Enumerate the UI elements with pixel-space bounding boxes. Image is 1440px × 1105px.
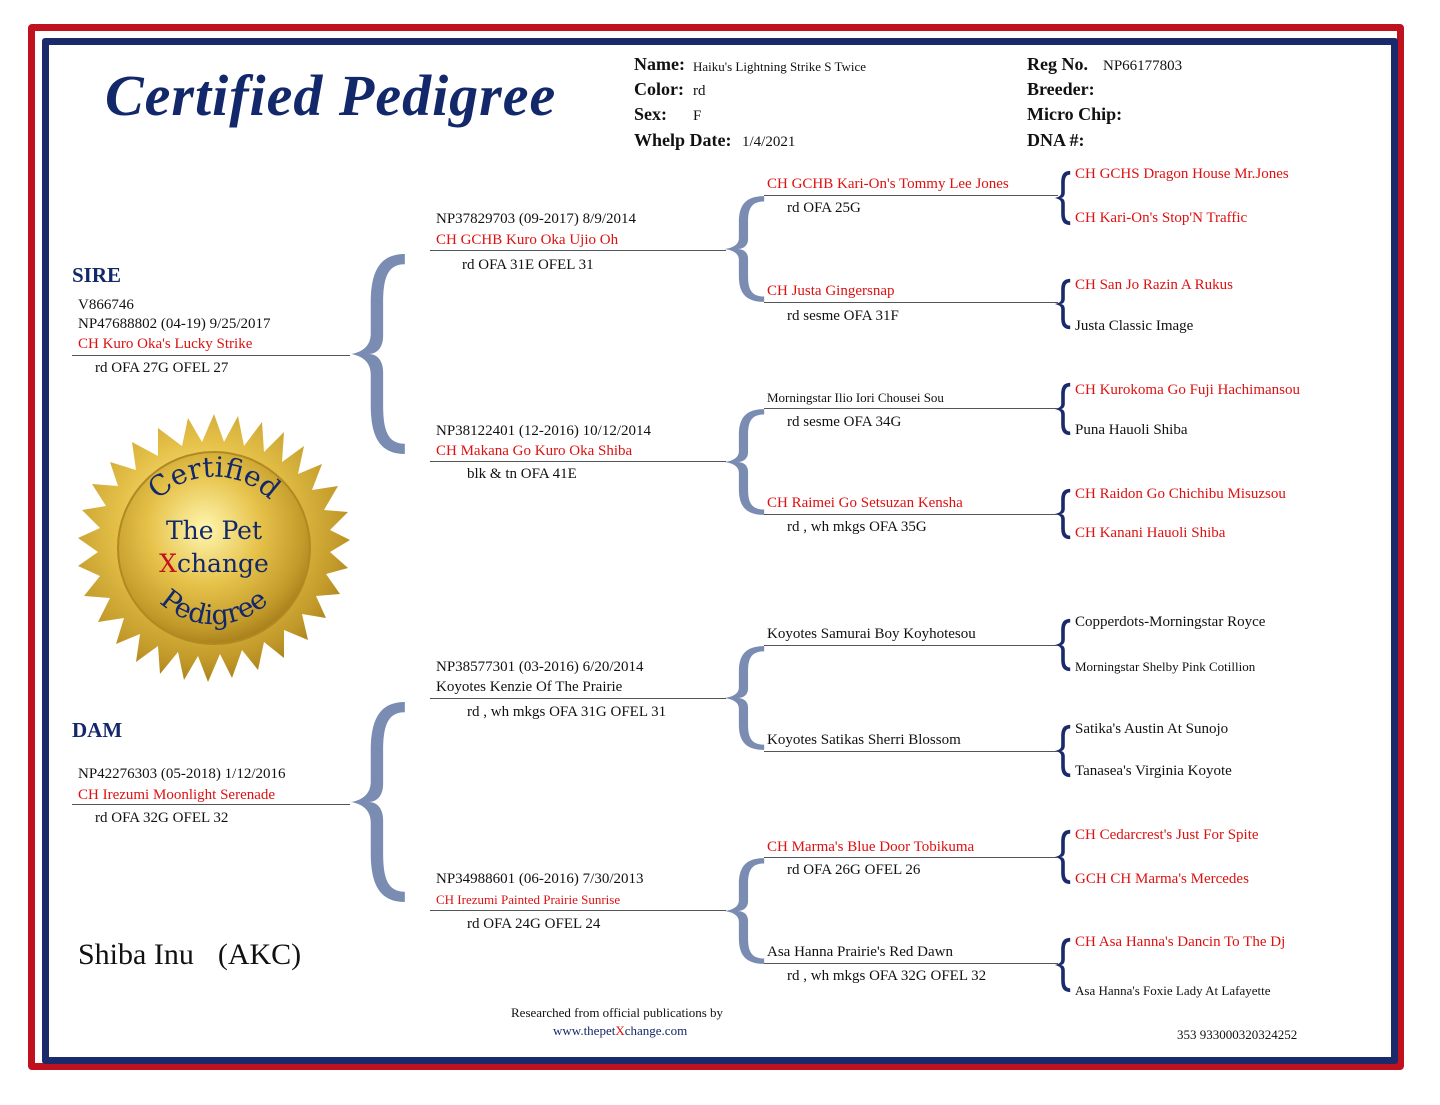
dam-line — [72, 804, 350, 805]
ddd-name: Asa Hanna Prairie's Red Dawn — [767, 944, 953, 960]
sire-name: CH Kuro Oka's Lucky Strike — [78, 336, 253, 352]
website-link[interactable] — [553, 1023, 687, 1039]
sire-section-label: SIRE — [72, 263, 122, 287]
sdss-name: CH Kurokoma Go Fuji Hachimansou — [1075, 382, 1300, 398]
dddd-name: Asa Hanna's Foxie Lady At Lafayette — [1075, 983, 1271, 998]
ssd-line — [764, 302, 1058, 303]
reg-label: Reg No. — [1027, 54, 1088, 74]
dd-line — [430, 910, 726, 911]
ss-info: rd OFA 31E OFEL 31 — [462, 257, 594, 273]
whelp-date: 1/4/2021 — [742, 134, 796, 150]
dam-section-label: DAM — [72, 718, 123, 742]
sd-line — [430, 461, 726, 462]
breed-text: Shiba Inu — [78, 938, 194, 971]
ddd-line — [764, 963, 1058, 964]
sd-info: blk & tn OFA 41E — [467, 466, 577, 482]
dsss-name: Copperdots-Morningstar Royce — [1075, 614, 1266, 630]
sdsd-name: Puna Hauoli Shiba — [1075, 422, 1188, 438]
sds-line — [764, 408, 1058, 409]
dog-name: Haiku's Lightning Strike S Twice — [693, 59, 867, 74]
url-prefix: www.thepet — [553, 1023, 616, 1038]
sex-label: Sex: — [634, 104, 667, 124]
dsdd-name: Tanasea's Virginia Koyote — [1075, 763, 1232, 779]
dds-name: CH Marma's Blue Door Tobikuma — [767, 839, 975, 855]
researched-text: Researched from official publications by — [511, 1005, 724, 1020]
sdd-info: rd , wh mkgs OFA 35G — [787, 519, 927, 535]
dam-reg: NP42276303 (05-2018) 1/12/2016 — [78, 766, 286, 782]
sd-reg: NP38122401 (12-2016) 10/12/2014 — [436, 423, 651, 439]
dssd-name: Morningstar Shelby Pink Cotillion — [1075, 659, 1256, 674]
url-suffix: change.com — [624, 1023, 688, 1038]
sssd-name: CH Kari-On's Stop'N Traffic — [1075, 210, 1248, 226]
ddsd-name: GCH CH Marma's Mercedes — [1075, 871, 1249, 887]
sire-id: V866746 — [78, 297, 134, 313]
ss-line — [430, 250, 726, 251]
sss-name: CH GCHB Kari-On's Tommy Lee Jones — [767, 176, 1009, 192]
dd-reg: NP34988601 (06-2016) 7/30/2013 — [436, 871, 644, 887]
dsds-name: Satika's Austin At Sunojo — [1075, 721, 1229, 737]
ssdd-name: Justa Classic Image — [1075, 318, 1194, 334]
dam-name: CH Irezumi Moonlight Serenade — [78, 787, 276, 803]
dd-name: CH Irezumi Painted Prairie Sunrise — [436, 892, 621, 907]
dds-info: rd OFA 26G OFEL 26 — [787, 862, 921, 878]
registry-text: (AKC) — [217, 938, 302, 971]
ddss-name: CH Cedarcrest's Just For Spite — [1075, 827, 1259, 843]
sire-reg: NP47688802 (04-19) 9/25/2017 — [78, 316, 271, 332]
sdds-name: CH Raidon Go Chichibu Misuzsou — [1075, 486, 1286, 502]
microchip-label: Micro Chip: — [1027, 104, 1123, 124]
ss-reg: NP37829703 (09-2017) 8/9/2014 — [436, 211, 636, 227]
seal-pedigree-text: Pedigree — [154, 583, 274, 632]
ssds-name: CH San Jo Razin A Rukus — [1075, 277, 1233, 293]
ddd-info: rd , wh mkgs OFA 32G OFEL 32 — [787, 968, 987, 984]
dss-line — [764, 645, 1058, 646]
certified-seal — [78, 412, 350, 684]
dsd-name: Koyotes Satikas Sherri Blossom — [767, 732, 961, 748]
sdd-name: CH Raimei Go Setsuzan Kensha — [767, 495, 963, 511]
ds-name: Koyotes Kenzie Of The Prairie — [436, 679, 623, 695]
sddd-name: CH Kanani Hauoli Shiba — [1075, 525, 1226, 541]
url-x: X — [615, 1023, 625, 1038]
sds-name: Morningstar Ilio Iori Chousei Sou — [767, 390, 944, 405]
sd-name: CH Makana Go Kuro Oka Shiba — [436, 443, 633, 459]
dna-label: DNA #: — [1027, 130, 1085, 150]
dd-info: rd OFA 24G OFEL 24 — [467, 916, 601, 932]
chip-number: 353 933000320324252 — [1177, 1027, 1298, 1042]
sire-info: rd OFA 27G OFEL 27 — [95, 360, 229, 376]
ssd-name: CH Justa Gingersnap — [767, 283, 895, 299]
breed-name — [78, 938, 301, 972]
ds-info: rd , wh mkgs OFA 31G OFEL 31 — [467, 704, 667, 720]
breeder-label: Breeder: — [1027, 79, 1095, 99]
reg-number: NP66177803 — [1103, 58, 1183, 74]
dsd-line — [764, 751, 1058, 752]
sss-info: rd OFA 25G — [787, 200, 861, 216]
dss-name: Koyotes Samurai Boy Koyhotesou — [767, 626, 976, 642]
seal-certified-text: Certified — [141, 450, 287, 506]
sss-line — [764, 195, 1058, 196]
dog-color: rd — [693, 83, 706, 99]
dds-line — [764, 857, 1058, 858]
ds-reg: NP38577301 (03-2016) 6/20/2014 — [436, 659, 644, 675]
sds-info: rd sesme OFA 34G — [787, 414, 902, 430]
ddds-name: CH Asa Hanna's Dancin To The Dj — [1075, 934, 1286, 950]
name-label: Name: — [634, 54, 685, 74]
ss-name: CH GCHB Kuro Oka Ujio Oh — [436, 232, 619, 248]
ssss-name: CH GCHS Dragon House Mr.Jones — [1075, 166, 1289, 182]
ds-line — [430, 698, 726, 699]
seal-the-pet-text: The Pet — [165, 516, 263, 545]
dog-sex: F — [693, 108, 702, 124]
whelp-label: Whelp Date: — [634, 130, 732, 150]
ssd-info: rd sesme OFA 31F — [787, 308, 899, 324]
color-label: Color: — [634, 79, 684, 99]
seal-xchange-text: Xchange — [159, 549, 269, 578]
sdd-line — [764, 514, 1058, 515]
page-title: Certified Pedigree — [105, 63, 557, 128]
sire-line — [72, 355, 350, 356]
dam-info: rd OFA 32G OFEL 32 — [95, 810, 229, 826]
